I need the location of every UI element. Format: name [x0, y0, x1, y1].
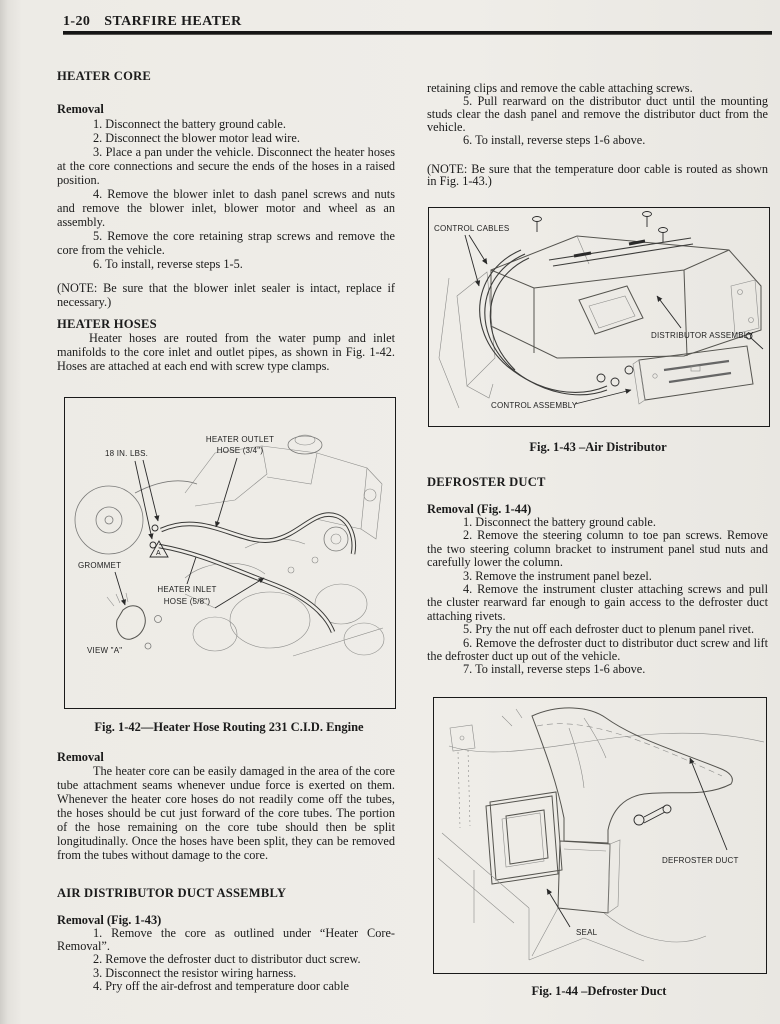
leader-line: [465, 235, 479, 286]
continuation-text: retaining clips and remove the cable attaching screws.: [427, 81, 693, 95]
figure-label: GROMMET: [78, 561, 122, 570]
defroster-steps: [427, 516, 768, 677]
fig-144-illustration: [434, 698, 766, 973]
figure-label: HEATER INLET: [157, 585, 217, 594]
section-heading-heater-hoses: HEATER HOSES: [57, 317, 157, 331]
subheading-removal: Removal: [57, 102, 104, 116]
page-title: STARFIRE HEATER: [104, 14, 242, 29]
core-removal-body: The heater core can be easily damaged in the area of the core tube attachment seams whenever undue force is exerted on them. Whenever the heater core hoses do not readily come off the tubes, the hoses should be cut just forward of the core tubes. The portion of the hose remaining on the core tube should then be split longitudinally. Once the hoses have been split, they can be removed from the tubes without damage to the core.: [57, 764, 395, 862]
note-blower-inlet: (NOTE: Be sure that the blower inlet sealer is intact, replace if necessary.): [57, 281, 395, 309]
figure-label: VIEW "A": [87, 646, 123, 655]
subheading-removal-fig-144: Removal (Fig. 1-44): [427, 502, 532, 516]
subheading-removal-fig-143: Removal (Fig. 1-43): [57, 913, 162, 927]
procedure-step: 2. Remove the defroster duct to distributor duct screw.: [93, 952, 361, 967]
figure-label: CONTROL CABLES: [434, 224, 510, 233]
leader-line: [215, 578, 264, 608]
fig-143-illustration: [429, 208, 769, 426]
procedure-step: 5. Remove the core retaining strap screws and remove the core from the vehicle.: [57, 229, 395, 257]
section-heading-defroster-duct: DEFROSTER DUCT: [427, 475, 546, 489]
figure-label: 18 IN. LBS.: [105, 449, 149, 458]
leader-line: [657, 296, 681, 328]
figure-label: HOSE (3/4"): [216, 446, 264, 455]
procedure-step: 5. Pry the nut off each defroster duct to plenum panel rivet.: [463, 622, 755, 637]
figure-1-42-box: [64, 397, 396, 709]
procedure-step: 5. Pull rearward on the distributor duct until the mounting studs clear the dash panel and remove the distributor duct from the vehicle.: [427, 93, 768, 134]
section-heading-air-distributor: AIR DISTRIBUTOR DUCT ASSEMBLY: [57, 886, 287, 900]
figure-1-44-box: [433, 697, 767, 974]
figure-1-42-caption: Fig. 1-42—Heater Hose Routing 231 C.I.D. Engine: [94, 720, 364, 734]
heater-hoses-body: Heater hoses are routed from the water pump and inlet manifolds to the core inlet and outlet pipes, as shown in Fig. 1-42. Hoses are attached at each end with screw type clamps.: [57, 331, 395, 373]
air-distributor-steps: [57, 927, 395, 993]
procedure-step: 1. Remove the core as outlined under “Heater Core-Removal”.: [57, 926, 395, 954]
figure-label: DISTRIBUTOR ASSEMBLY: [651, 331, 754, 340]
leader-line: [216, 458, 237, 527]
figure-label: HOSE (5/8"): [163, 597, 211, 606]
procedure-step: 3. Disconnect the resistor wiring harness.: [93, 965, 297, 980]
procedure-step: 4. Remove the instrument cluster attaching screws and pull the cluster rearward far enough to gain access to the defroster duct attaching rivets.: [427, 582, 768, 623]
procedure-step: 6. To install, reverse steps 1-5.: [93, 257, 243, 271]
procedure-step: 6. Remove the defroster duct to distributor duct screw and lift the defroster duct up out of the vehicle.: [427, 635, 768, 664]
section-heading-heater-core: HEATER CORE: [57, 69, 151, 83]
procedure-step: 4. Pry off the air-defrost and temperature door cable: [93, 978, 349, 993]
figure-label: HEATER OUTLET: [205, 435, 275, 444]
leader-line: [690, 758, 727, 850]
figure-1-43-caption: Fig. 1-43 –Air Distributor: [529, 440, 667, 454]
figure-1-44-caption: Fig. 1-44 –Defroster Duct: [531, 984, 667, 998]
procedure-step: 4. Remove the blower inlet to dash panel screws and nuts and remove the blower inlet, blower motor and wheel as an assembly.: [57, 187, 395, 229]
procedure-step: 2. Disconnect the blower motor lead wire.: [93, 131, 300, 145]
figure-label: SEAL: [576, 928, 598, 937]
procedure-step: 3. Place a pan under the vehicle. Disconnect the heater hoses at the core connections and secure the ends of the hoses in a raised position.: [57, 145, 395, 187]
leader-line: [115, 572, 125, 605]
subheading-removal: Removal: [57, 750, 104, 764]
page-number: 1-20: [63, 14, 91, 29]
procedure-step: 7. To install, reverse steps 1-6 above.: [463, 662, 646, 677]
figure-label: A: [156, 550, 161, 557]
procedure-step: 3. Remove the instrument panel bezel.: [463, 568, 652, 583]
figure-1-43-box: [428, 207, 770, 427]
leader-line: [135, 461, 152, 539]
page-header: [63, 12, 763, 30]
procedure-step: 1. Disconnect the battery ground cable.: [463, 515, 656, 529]
header-rule: [63, 31, 772, 35]
procedure-step: 2. Remove the steering column to toe pan screws. Remove the two steering column bracket to instrument panel stud nuts and carefully lower the column.: [427, 528, 768, 570]
heater-core-steps: [57, 117, 395, 271]
note-temperature-door-cable: (NOTE: Be sure that the temperature door cable is routed as shown in Fig. 1-43.): [427, 161, 768, 189]
procedure-step: 6. To install, reverse steps 1-6 above.: [463, 132, 646, 147]
leader-line: [143, 460, 158, 521]
figure-label: DEFROSTER DUCT: [662, 856, 739, 865]
figure-label: CONTROL ASSEMBLY: [491, 401, 578, 410]
fig-142-illustration: [65, 398, 395, 708]
leader-line: [187, 557, 196, 584]
air-distributor-steps-continued: [427, 82, 768, 188]
procedure-step: 1. Disconnect the battery ground cable.: [93, 117, 286, 131]
